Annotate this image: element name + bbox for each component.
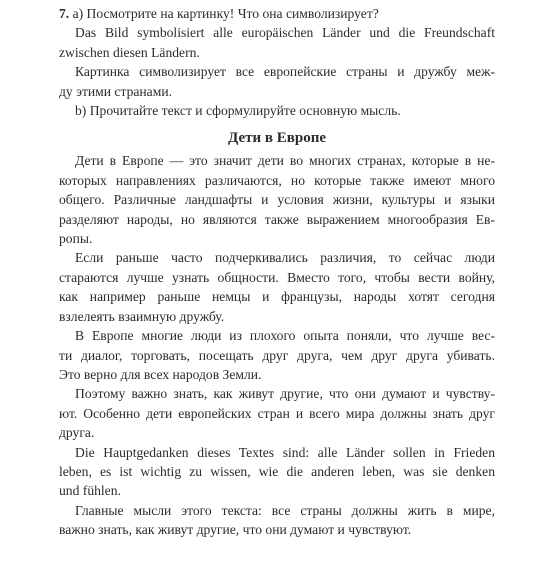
article-paragraph [59,384,495,442]
article-paragraph [59,443,495,501]
article-paragraph [59,501,495,540]
paragraph-line: und fühlen. [59,483,121,499]
paragraph-line: общего. Различные ландшафты и условия жизни, культуры и языки [59,192,495,208]
task-number: 7. [59,6,70,21]
textbook-page [59,4,495,540]
task-a-prompt: а) Посмотрите на картинку! Что она символизирует? [69,6,379,21]
task-b-prompt: b) Прочитайте текст и сформулируйте основную мысль. [75,103,401,119]
article-title: Дети в Европе [227,130,327,147]
answer-de-line-2: zwischen diesen Ländern. [59,44,200,60]
paragraph-line: которых направлениях различаются, но которые также имеют много [59,172,495,188]
paragraph-line: Главные мысли этого текста: все страны должны жить в мире, [75,502,495,518]
paragraph-line: Если раньше часто подчеркивались различия, то сейчас люди [75,250,495,266]
answer-de-line-1: Das Bild symbolisiert alle europäischen Länder und die Freundschaft [75,25,495,41]
paragraph-line: leben, es ist wichtig zu wissen, wie die anderen leben, was sie denken [59,463,495,479]
paragraph-line: В Европе многие люди из плохого опыта поняли, что лучше вес- [75,328,495,344]
article-paragraph [59,248,495,326]
task-7 [59,4,495,120]
article-paragraph [59,326,495,384]
paragraph-line: взлелеять взаимную дружбу. [59,308,225,324]
paragraph-line: друга. [59,425,95,441]
paragraph-line: важно знать, как живут другие, что они думают и чувствуют. [59,522,412,538]
paragraph-line: разделяют народы, но являются также выражением многообразия Ев- [59,211,495,227]
task-line-a [59,4,495,23]
paragraph-line: как например раньше немцы и французы, народы хотят сегодня [59,289,495,305]
paragraph-line: Это верно для всех народов Земли. [59,366,262,382]
paragraph-line: ют. Особенно дети европейских стран и всего мира должны знать друг [59,405,495,421]
paragraph-line: Дети в Европе — это значит дети во многих странах, которые в не- [75,153,495,169]
paragraph-line: стараются лучше узнать общности. Вместо того, чтобы вести войну, [59,269,495,285]
paragraph-line: Поэтому важно знать, как живут другие, что они думают и чувству- [75,386,495,402]
answer-ru-line-2: ду этими странами. [59,83,172,99]
answer-ru-line-1: Картинка символизирует все европейские страны и дружбу меж- [75,64,495,80]
article-paragraph [59,151,495,248]
paragraph-line: ти диалог, торговать, посещать друг друга, чем друг друга убивать. [59,347,495,363]
paragraph-line: Die Hauptgedanken dieses Textes sind: alle Länder sollen in Frieden [75,444,495,460]
paragraph-line: ропы. [59,231,93,247]
